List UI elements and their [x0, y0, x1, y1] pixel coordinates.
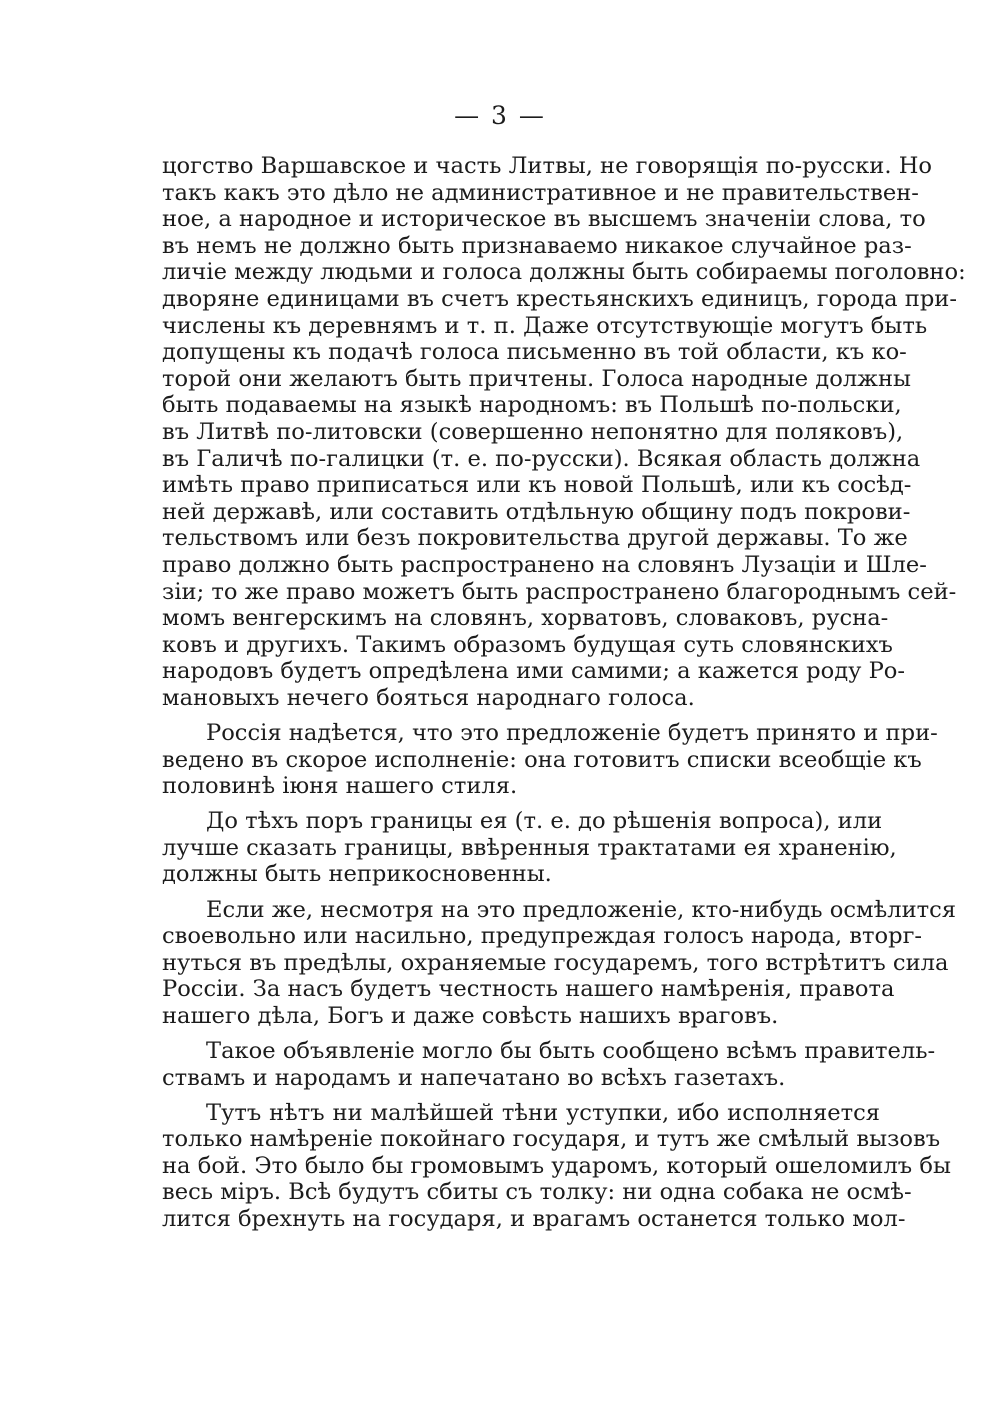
page-number: — 3 — [454, 101, 546, 130]
text-line: такъ какъ это дѣло не административное и не правительствен- [162, 179, 919, 206]
text-line: ковъ и другихъ. Такимъ образомъ будущая суть словянскихъ [162, 631, 893, 658]
text-line: народовъ будетъ опредѣлена ими самими; а кажется роду Ро- [162, 658, 906, 685]
text-line: тельствомъ или безъ покровительства другой державы. То же [162, 525, 908, 552]
text-line: имѣть право приписаться или къ новой Польшѣ, или къ сосѣд- [162, 472, 912, 499]
text-line: лится брехнуть на государя, и врагамъ останется только мол- [162, 1206, 906, 1233]
text-line: половинѣ іюня нашего стиля. [162, 773, 518, 800]
text-line: торой они желаютъ быть причтены. Голоса народные должны [162, 365, 911, 392]
text-line: зіи; то же право можетъ быть распространено благороднымъ сей- [162, 578, 957, 605]
text-line: дворяне единицами въ счетъ крестьянскихъ единицъ, города при- [162, 285, 957, 312]
text-line: право должно быть распространено на словянъ Лузаціи и Шле- [162, 551, 927, 578]
text-line: нашего дѣла, Богъ и даже совѣсть нашихъ враговъ. [162, 1002, 779, 1029]
text-line: цогство Варшавское и часть Литвы, не говорящія по-русски. Но [162, 153, 933, 179]
text-line: ствамъ и народамъ и напечатано во всѣхъ газетахъ. [162, 1064, 786, 1091]
text-line: своевольно или насильно, предупреждая голосъ народа, вторг- [162, 923, 923, 950]
text-line: мановыхъ нечего бояться народнаго голоса. [162, 684, 695, 711]
text-line: Такое объявленіе могло бы быть сообщено всѣмъ правитель- [206, 1038, 936, 1064]
text-line: момъ венгерскимъ на словянъ, хорватовъ, словаковъ, русна- [162, 605, 889, 632]
text-line: ное, а народное и историческое въ высшемъ значеніи слова, то [162, 206, 926, 233]
text-line: личіе между людьми и голоса должны быть собираемы поголовно: [162, 259, 966, 286]
paragraph [162, 1038, 936, 1091]
paragraph [162, 1099, 951, 1233]
paragraph [162, 153, 966, 711]
body-text [162, 153, 966, 1241]
text-line: До тѣхъ поръ границы ея (т. е. до рѣшенія вопроса), или [206, 808, 883, 835]
paragraph [162, 896, 957, 1030]
paragraph [162, 808, 897, 888]
text-line: на бой. Это было бы громовымъ ударомъ, который ошеломилъ бы [162, 1152, 951, 1179]
text-line: ней державѣ, или составить отдѣльную общину подъ покрови- [162, 498, 911, 525]
text-line: ведено въ скорое исполненіе: она готовитъ списки всеобщіе къ [162, 746, 922, 773]
text-line: Тутъ нѣтъ ни малѣйшей тѣни уступки, ибо исполняется [206, 1099, 880, 1126]
text-line: только намѣреніе покойнаго государя, и тутъ же смѣлый вызовъ [162, 1126, 941, 1153]
text-line: въ немъ не должно быть признаваемо никакое случайное раз- [162, 232, 912, 259]
text-line: въ Галичѣ по-галицки (т. е. по-русски). Всякая область должна [162, 445, 921, 472]
text-line: Если же, несмотря на это предложеніе, кто-нибудь осмѣлится [206, 896, 957, 923]
paragraph [162, 719, 938, 800]
text-line: числены къ деревнямъ и т. п. Даже отсутствующіе могутъ быть [162, 312, 928, 339]
text-line: Россія надѣется, что это предложеніе будетъ принято и при- [206, 719, 938, 746]
text-line: допущены къ подачѣ голоса письменно въ той области, къ ко- [162, 339, 907, 366]
text-line: быть подаваемы на языкѣ народномъ: въ Польшѣ по-польски, [162, 392, 902, 419]
text-line: весь міръ. Всѣ будутъ сбиты съ толку: ни одна собака не осмѣ- [162, 1179, 912, 1206]
text-line: Россіи. За насъ будетъ честность нашего намѣренія, правота [162, 976, 895, 1003]
text-line: въ Литвѣ по-литовски (совершенно непонятно для поляковъ), [162, 418, 904, 445]
text-line: должны быть неприкосновенны. [162, 861, 552, 888]
text-line: нуться въ предѣлы, охраняемые государемъ, того встрѣтитъ сила [162, 949, 949, 976]
text-line: лучше сказать границы, ввѣренныя трактатами ея храненію, [162, 834, 897, 861]
